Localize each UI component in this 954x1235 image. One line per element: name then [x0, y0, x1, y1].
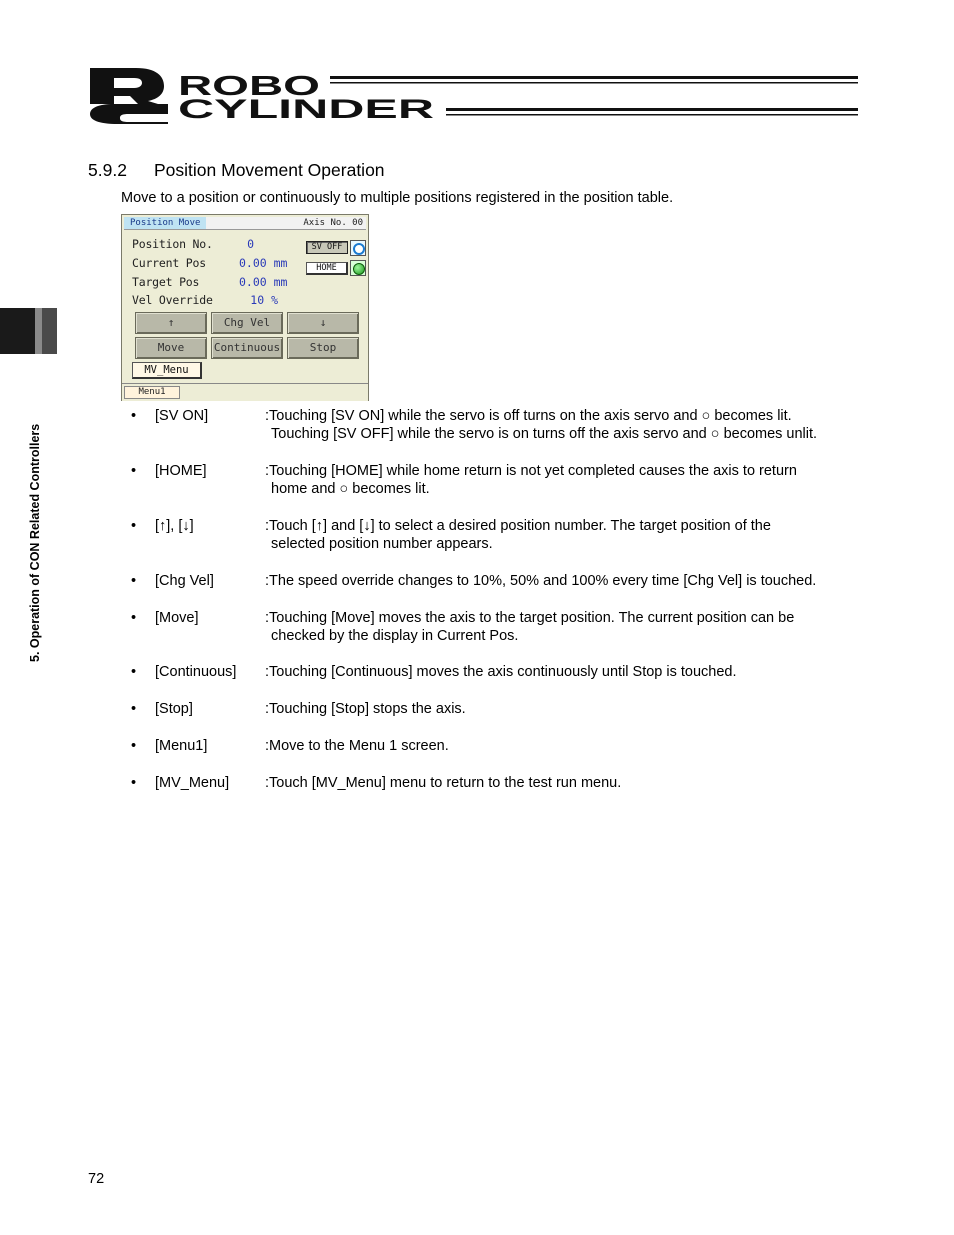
rc-monogram-icon [90, 68, 168, 124]
list-item-key: [Continuous] [155, 664, 237, 680]
list-item-desc: :Move to the Menu 1 screen. [265, 738, 449, 754]
list-item-desc-cont: selected position number appears. [271, 536, 493, 552]
field-label-position-no: Position No. [132, 237, 213, 251]
list-item-key: [SV ON] [155, 408, 209, 424]
bullet-dot: • [131, 738, 137, 754]
list-item-desc-cont: checked by the display in Current Pos. [271, 628, 519, 644]
list-item-key: [MV_Menu] [155, 775, 230, 791]
field-label-target-pos: Target Pos [132, 275, 200, 289]
section-number: 5.9.2 [88, 160, 127, 180]
screen-footer [122, 383, 368, 401]
screen-title: Position Move [124, 217, 206, 229]
bullet-dot: • [131, 701, 137, 717]
list-item-desc: :Touching [Move] moves the axis to the target position. The current position can be [265, 610, 795, 626]
home-lamp-icon [350, 260, 366, 276]
field-value-position-no: 0 [247, 237, 254, 251]
list-item-key: [Move] [155, 610, 199, 626]
field-value-current-pos: 0.00 mm [239, 256, 288, 270]
field-label-vel-override: Vel Override [132, 293, 213, 307]
list-item-key: [HOME] [155, 463, 207, 479]
chapter-tab-marker [0, 308, 57, 354]
list-item-desc: :Touching [HOME] while home return is not yet completed causes the axis to return [265, 463, 797, 479]
brand-line1: ROBO [178, 70, 320, 101]
mv-menu-button[interactable]: MV_Menu [132, 362, 202, 379]
position-move-screen [121, 214, 369, 401]
chg-vel-button[interactable]: Chg Vel [211, 312, 283, 334]
menu1-button[interactable]: Menu1 [124, 386, 180, 399]
list-item-desc: :The speed override changes to 10%, 50% and 100% every time [Chg Vel] is touched. [265, 573, 817, 589]
up-arrow-button[interactable]: ↑ [135, 312, 207, 334]
bullet-dot: • [131, 573, 137, 589]
list-item-key: [Chg Vel] [155, 573, 214, 589]
axis-number: Axis No. 00 [303, 218, 363, 228]
list-item-key: [Menu1] [155, 738, 208, 754]
list-item-desc: :Touching [Continuous] moves the axis continuously until Stop is touched. [265, 664, 737, 680]
bullet-dot: • [131, 408, 137, 424]
robo-cylinder-logo [88, 66, 863, 126]
bullet-dot: • [131, 518, 137, 534]
sv-toggle-button[interactable]: SV OFF [306, 241, 348, 254]
stop-button[interactable]: Stop [287, 337, 359, 359]
bullet-dot: • [131, 610, 137, 626]
bullet-dot: • [131, 463, 137, 479]
list-item-desc: :Touch [MV_Menu] menu to return to the test run menu. [265, 775, 622, 791]
brand-line2: CYLINDER [178, 94, 434, 124]
page-number: 72 [88, 1171, 105, 1187]
field-label-current-pos: Current Pos [132, 256, 206, 270]
section-intro: Move to a position or continuously to multiple positions registered in the position table. [121, 190, 674, 206]
chapter-side-label: 5. Operation of CON Related Controllers [28, 423, 42, 662]
screen-title-bar [124, 217, 366, 230]
list-item-key: [Stop] [155, 701, 193, 717]
section-title: Position Movement Operation [154, 160, 385, 180]
field-value-vel-override: 10 % [250, 293, 278, 307]
bullet-dot: • [131, 664, 137, 680]
home-button[interactable]: HOME [306, 262, 348, 275]
bullet-dot: • [131, 775, 137, 791]
section-heading [88, 160, 385, 181]
move-button[interactable]: Move [135, 337, 207, 359]
list-item-desc-cont: Touching [SV OFF] while the servo is on turns off the axis servo and ○ becomes unlit. [271, 426, 818, 442]
list-item-desc: :Touching [SV ON] while the servo is off turns on the axis servo and ○ becomes lit. [265, 408, 792, 424]
servo-lamp-icon [350, 240, 366, 256]
field-value-target-pos: 0.00 mm [239, 275, 288, 289]
list-item-desc: :Touch [↑] and [↓] to select a desired position number. The target position of the [265, 518, 771, 534]
list-item-key: [↑], [↓] [155, 518, 194, 534]
list-item-desc-cont: home and ○ becomes lit. [271, 481, 430, 497]
list-item-desc: :Touching [Stop] stops the axis. [265, 701, 466, 717]
continuous-button[interactable]: Continuous [211, 337, 283, 359]
down-arrow-button[interactable]: ↓ [287, 312, 359, 334]
